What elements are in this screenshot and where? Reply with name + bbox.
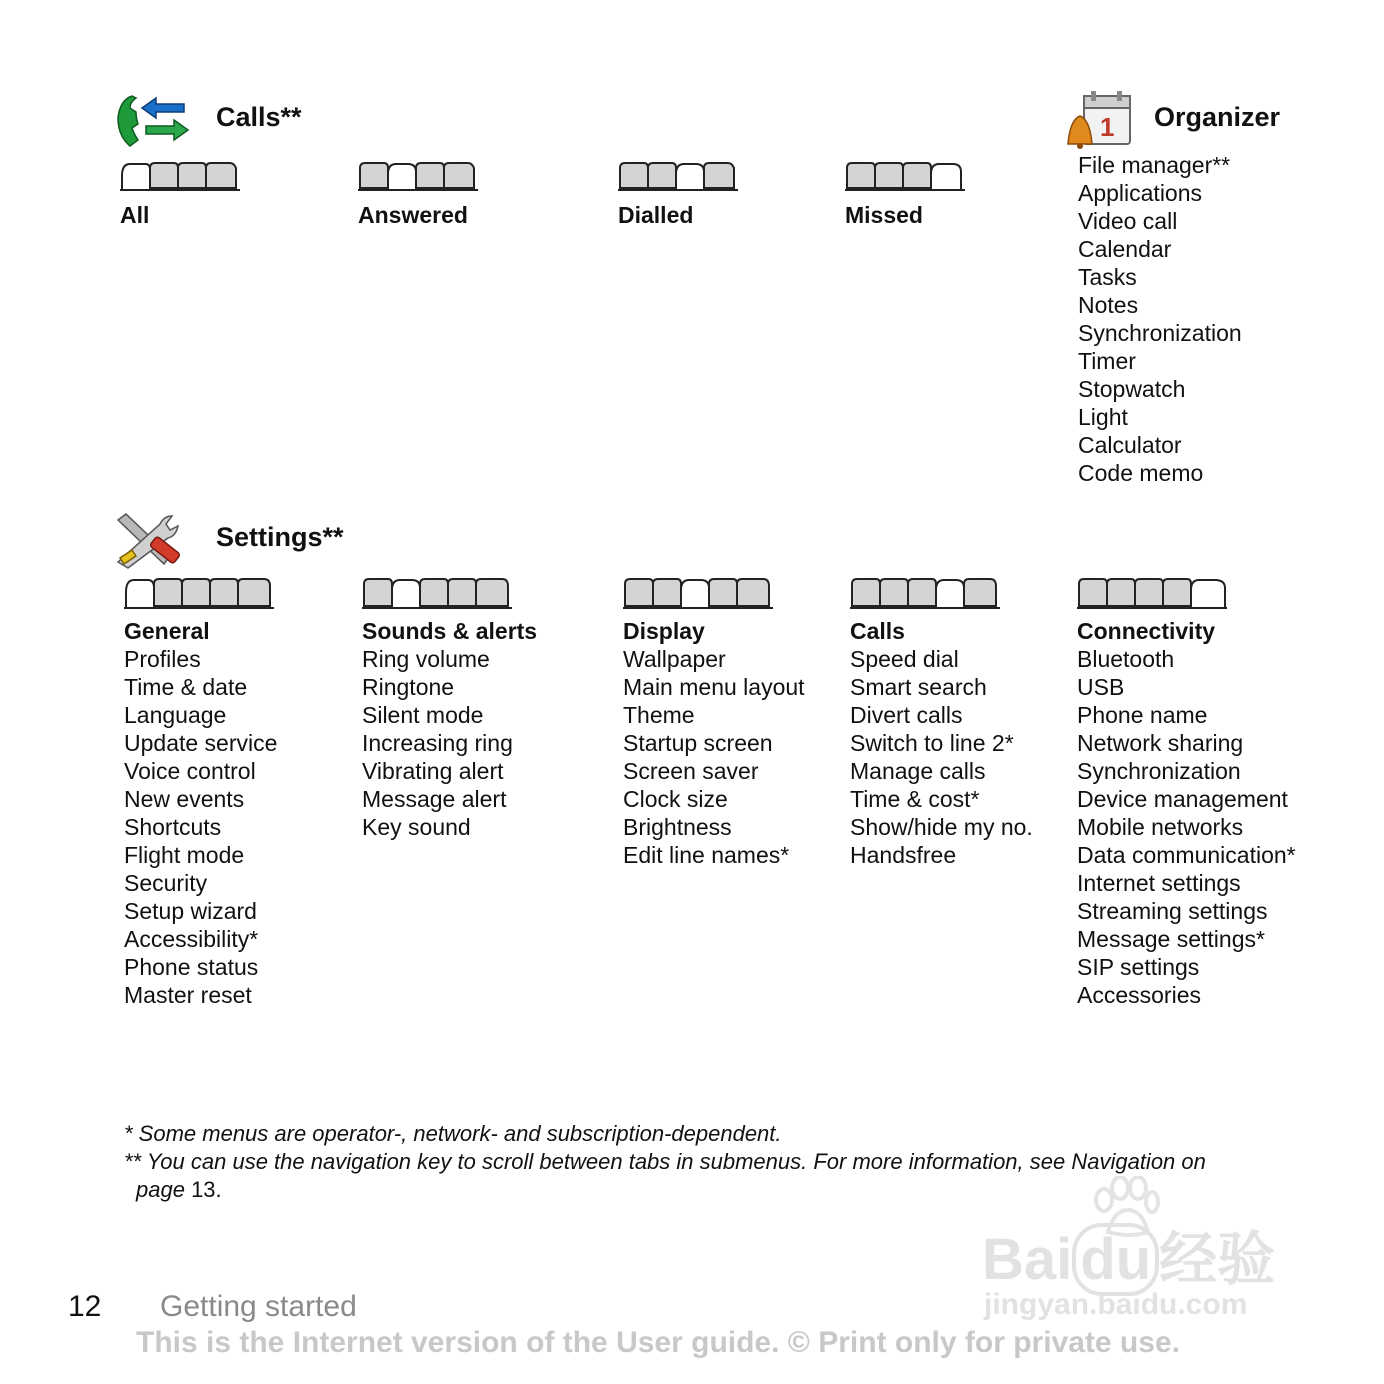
settings-item-shortcuts[interactable]: Shortcuts (124, 814, 222, 840)
organizer-item-code-memo[interactable]: Code memo (1078, 460, 1204, 486)
settings-item-edit-line-names[interactable]: Edit line names* (623, 842, 790, 868)
settings-item-brightness[interactable]: Brightness (623, 814, 732, 840)
organizer-item-applications[interactable]: Applications (1078, 180, 1203, 206)
calls-tab-missed-label: Missed (845, 202, 923, 228)
settings-item-silent-mode[interactable]: Silent mode (362, 702, 484, 728)
settings-item-streaming-settings[interactable]: Streaming settings (1077, 898, 1268, 924)
organizer-item-light[interactable]: Light (1078, 404, 1128, 430)
settings-item-divert-calls[interactable]: Divert calls (850, 702, 963, 728)
settings-item-master-reset[interactable]: Master reset (124, 982, 252, 1008)
settings-item-time-cost[interactable]: Time & cost* (850, 786, 980, 812)
footnote-page-label: page (136, 1177, 185, 1202)
settings-item-accessories[interactable]: Accessories (1077, 982, 1201, 1008)
settings-item-synchronization[interactable]: Synchronization (1077, 758, 1241, 784)
settings-item-language[interactable]: Language (124, 702, 227, 728)
tab-strip-icon (623, 576, 775, 610)
chapter-title: Getting started (160, 1290, 357, 1323)
settings-tab-general[interactable]: General (124, 618, 210, 644)
settings-item-switch-to-line-2[interactable]: Switch to line 2* (850, 730, 1014, 756)
settings-item-sip-settings[interactable]: SIP settings (1077, 954, 1200, 980)
settings-item-time-date[interactable]: Time & date (124, 674, 248, 700)
tab-strip-icon (120, 160, 242, 192)
print-disclaimer: This is the Internet version of the User guide. © Print only for private use. (136, 1326, 1180, 1359)
calls-tab-dialled[interactable] (618, 160, 740, 229)
settings-tab-calls[interactable]: Calls (850, 618, 905, 644)
svg-text:1: 1 (1100, 112, 1115, 142)
settings-col-display (623, 576, 805, 869)
organizer-item-notes[interactable]: Notes (1078, 292, 1139, 318)
settings-item-data-communication[interactable]: Data communication* (1077, 842, 1296, 868)
settings-item-screen-saver[interactable]: Screen saver (623, 758, 759, 784)
tab-strip-icon (124, 576, 276, 610)
settings-item-wallpaper[interactable]: Wallpaper (623, 646, 726, 672)
settings-item-theme[interactable]: Theme (623, 702, 695, 728)
footnote-operator: * Some menus are operator-, network- and subscription-dependent. (124, 1121, 782, 1146)
settings-item-clock-size[interactable]: Clock size (623, 786, 728, 812)
organizer-item-synchronization[interactable]: Synchronization (1078, 320, 1242, 346)
settings-item-internet-settings[interactable]: Internet settings (1077, 870, 1241, 896)
calls-tab-answered-label: Answered (358, 202, 468, 228)
settings-item-ring-volume[interactable]: Ring volume (362, 646, 490, 672)
settings-item-startup-screen[interactable]: Startup screen (623, 730, 773, 756)
watermark-brand (982, 1212, 1275, 1296)
calls-tab-answered[interactable] (358, 160, 480, 229)
settings-icon (112, 510, 188, 570)
settings-col-general (124, 576, 277, 1009)
organizer-item-tasks[interactable]: Tasks (1078, 264, 1137, 290)
settings-item-main-menu-layout[interactable]: Main menu layout (623, 674, 805, 700)
settings-item-phone-name[interactable]: Phone name (1077, 702, 1208, 728)
settings-item-mobile-networks[interactable]: Mobile networks (1077, 814, 1244, 840)
settings-item-phone-status[interactable]: Phone status (124, 954, 259, 980)
organizer-title: Organizer (1154, 102, 1281, 132)
tab-strip-icon (618, 160, 740, 192)
settings-item-message-settings[interactable]: Message settings* (1077, 926, 1265, 952)
settings-item-speed-dial[interactable]: Speed dial (850, 646, 959, 672)
organizer-item-video-call[interactable]: Video call (1078, 208, 1178, 234)
settings-col-calls (850, 576, 1033, 869)
settings-item-setup-wizard[interactable]: Setup wizard (124, 898, 257, 924)
settings-title: Settings** (216, 522, 344, 552)
settings-item-vibrating-alert[interactable]: Vibrating alert (362, 758, 504, 784)
organizer-icon (1064, 90, 1136, 150)
page-number: 12 (68, 1290, 102, 1323)
organizer-item-calculator[interactable]: Calculator (1078, 432, 1182, 458)
organizer-item-calendar[interactable]: Calendar (1078, 236, 1172, 262)
settings-item-smart-search[interactable]: Smart search (850, 674, 987, 700)
settings-item-network-sharing[interactable]: Network sharing (1077, 730, 1244, 756)
settings-tab-display[interactable]: Display (623, 618, 705, 644)
settings-item-ringtone[interactable]: Ringtone (362, 674, 455, 700)
baidu-watermark (982, 1176, 1302, 1328)
organizer-list (1078, 151, 1242, 487)
settings-col-sounds-alerts (362, 576, 537, 841)
watermark-brand-latin: Bai (982, 1227, 1073, 1292)
tab-strip-icon (850, 576, 1002, 610)
settings-item-voice-control[interactable]: Voice control (124, 758, 256, 784)
calls-tab-all-label: All (120, 202, 150, 228)
settings-item-new-events[interactable]: New events (124, 786, 245, 812)
organizer-item-file-manager[interactable]: File manager** (1078, 152, 1231, 178)
settings-item-profiles[interactable]: Profiles (124, 646, 201, 672)
footnote-page-number: 13. (184, 1177, 222, 1202)
watermark-brand-cn: 经验 (1159, 1227, 1276, 1292)
settings-item-handsfree[interactable]: Handsfree (850, 842, 957, 868)
settings-item-increasing-ring[interactable]: Increasing ring (362, 730, 513, 756)
calls-tab-dialled-label: Dialled (618, 202, 694, 228)
settings-item-device-management[interactable]: Device management (1077, 786, 1288, 812)
tab-strip-icon (358, 160, 480, 192)
settings-item-show-hide-my-no[interactable]: Show/hide my no. (850, 814, 1033, 840)
settings-item-flight-mode[interactable]: Flight mode (124, 842, 245, 868)
footnote-navigation-page (136, 1176, 222, 1204)
settings-tab-connectivity[interactable]: Connectivity (1077, 618, 1216, 644)
watermark-brand-du: du (1072, 1223, 1159, 1296)
footnote-navigation: ** You can use the navigation key to scroll between tabs in submenus. For more information, see Navigation on (124, 1149, 1206, 1174)
settings-item-update-service[interactable]: Update service (124, 730, 278, 756)
settings-item-message-alert[interactable]: Message alert (362, 786, 507, 812)
settings-item-accessibility[interactable]: Accessibility* (124, 926, 259, 952)
tab-strip-icon (845, 160, 967, 192)
watermark-url: jingyan.baidu.com (984, 1288, 1248, 1321)
calls-icon (112, 90, 192, 152)
organizer-item-stopwatch[interactable]: Stopwatch (1078, 376, 1186, 402)
calls-title: Calls** (216, 102, 302, 132)
tab-strip-icon (362, 576, 514, 610)
settings-item-usb[interactable]: USB (1077, 674, 1125, 700)
organizer-item-timer[interactable]: Timer (1078, 348, 1136, 374)
calls-tab-missed[interactable] (845, 160, 967, 229)
settings-item-key-sound[interactable]: Key sound (362, 814, 471, 840)
settings-col-connectivity (1077, 576, 1296, 1009)
tab-strip-icon (1077, 576, 1229, 610)
settings-item-security[interactable]: Security (124, 870, 208, 896)
settings-tab-sounds-alerts[interactable]: Sounds & alerts (362, 618, 538, 644)
calls-tab-all[interactable] (120, 160, 242, 229)
settings-item-bluetooth[interactable]: Bluetooth (1077, 646, 1175, 672)
settings-item-manage-calls[interactable]: Manage calls (850, 758, 986, 784)
